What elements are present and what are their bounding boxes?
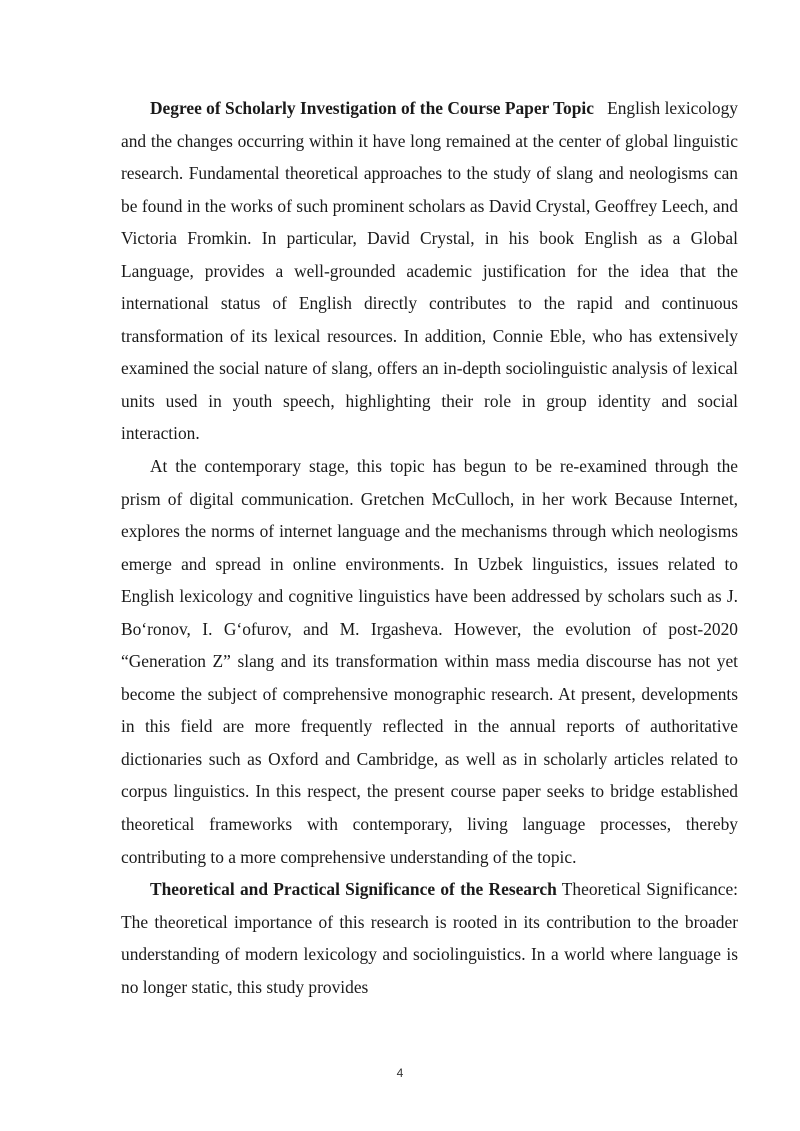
paragraph-text: English lexicology and the changes occurring within it have long remained at the center of global linguistic research. Fundamental theoretical approaches to the study of slang and neologisms can be found in the works of such prominent scholars as David Crystal, Geoffrey Leech, and Victoria Fromkin. In particular, David Crystal, in his book English as a Global Language, provides a well-grounded academic justification for the idea that the international status of English directly contributes to the rapid and continuous transformation of its lexical resources. In addition, Connie Eble, who has extensively examined the social nature of slang, offers an in-depth sociolinguistic analysis of lexical units used in youth speech, highlighting their role in group identity and social interaction. [121, 98, 738, 444]
heading-scholarly-investigation: Degree of Scholarly Investigation of the Course Paper Topic [150, 98, 594, 118]
page-number: 4 [396, 1066, 404, 1080]
heading-significance: Theoretical and Practical Significance of the Research [150, 879, 557, 900]
paragraph-text: At the contemporary stage, this topic has begun to be re-examined through the prism of digital communication. Gretchen McCulloch, in her work Because Internet, explores the norms of internet language and the mechanisms through which neologisms emerge and spread in online environments. In Uzbek linguistics, issues related to English lexicology and cognitive linguistics have been addressed by scholars such as J. Bo‘ronov, I. G‘ofurov, and M. Irgasheva. However, the evolution of post-2020 “Generation Z” slang and its transformation within mass media discourse has not yet become the subject of comprehensive monographic research. At present, developments in this field are more frequently reflected in the annual reports of authoritative dictionaries such as Oxford and Cambridge, as well as in scholarly articles related to corpus linguistics. In this respect, the present course paper seeks to bridge established theoretical frameworks with contemporary, living language processes, thereby contributing to a more comprehensive understanding of the topic. [121, 456, 738, 867]
paragraph-contemporary-stage [121, 450, 738, 873]
paragraph-scholarly-investigation [121, 92, 738, 450]
paragraph-text: Theoretical Significance: The theoretical importance of this research is rooted in its contribution to the broader understanding of modern lexicology and sociolinguistics. In a world where language is no longer static, this study provides [121, 879, 738, 997]
paragraph-significance [121, 873, 738, 1003]
body-text [121, 92, 738, 1003]
